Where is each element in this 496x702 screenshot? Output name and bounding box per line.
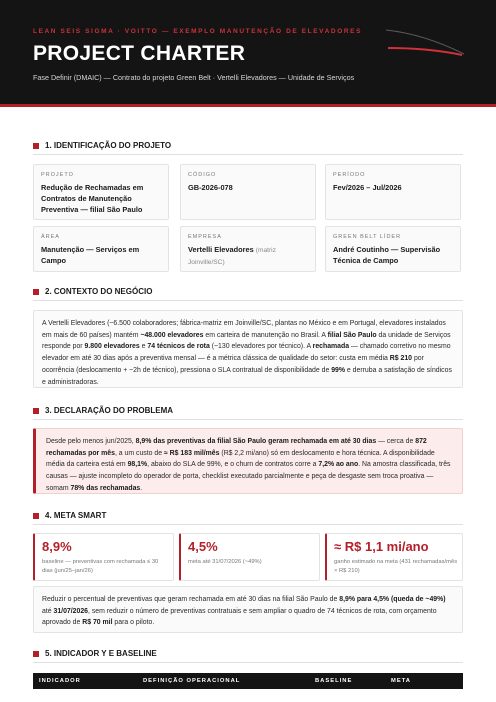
card-label: CÓDIGO	[188, 172, 217, 178]
card-label: PROJETO	[41, 172, 74, 178]
header-kicker: LEAN SEIS SIGMA · VOITTO — EXEMPLO MANUTENÇÃO DE ELEVADORES	[33, 28, 363, 35]
metric-meta	[179, 533, 320, 581]
section-marker	[33, 289, 39, 295]
section-heading-identificacao	[33, 141, 463, 155]
table-header-indicador: INDICADOR	[39, 678, 81, 684]
metric-desc: baseline — preventivas com rechamada ≤ 30 dias (jun/25–jan/26)	[42, 559, 159, 574]
table-header-meta: META	[391, 678, 411, 684]
metric-baseline	[33, 533, 174, 581]
section-title: 2. CONTEXTO DO NEGÓCIO	[45, 287, 153, 296]
card-projeto	[33, 164, 169, 220]
card-value	[188, 244, 312, 268]
card-lider	[325, 226, 461, 272]
card-label: PERÍODO	[333, 172, 366, 178]
section-title: 3. DECLARAÇÃO DO PROBLEMA	[45, 406, 174, 415]
empresa-note: (matriz Joinville/SC)	[188, 247, 276, 266]
problem-statement: Desde pelo menos jun/2025, 8,9% das preventivas da filial São Paulo geram rechamada em até 30 dias — cerca de 872 rechamadas por mês, a um custo de ≈ R$ 183 mil/mês (R$ 2,2 mi/ano) só em deslocamento e hora técnica. A disponibilidade média da carteira está em 98,1%, abaixo do SLA de 99%, e o churn de contratos corre a 7,2% ao ano. Na amostra classificada, três causas — ajuste incompleto do operador de porta, checklist executado parcialmente e peça de desgaste sem troca proativa — somam 78% das rechamadas.	[33, 428, 463, 494]
smart-statement: Reduzir o percentual de preventivas que geram rechamada em até 30 dias na filial São Paulo de 8,9% para 4,5% (queda de ~49%) até 31/07/2026, sem reduzir o número de preventivas contratuais e sem ampliar o quadro de 74 técnicos de rota, com orçamento aprovado de R$ 70 mil para o piloto.	[33, 586, 463, 633]
card-label: EMPRESA	[188, 234, 222, 240]
header-accent-bar	[0, 104, 496, 107]
card-codigo	[180, 164, 316, 220]
section-marker	[33, 651, 39, 657]
section-heading-meta	[33, 511, 463, 525]
table-header-baseline: BASELINE	[315, 678, 353, 684]
metric-desc: ganho estimado na meta (431 rechamadas/mês × R$ 210)	[334, 559, 458, 574]
section-marker	[33, 513, 39, 519]
card-value: Redução de Rechamadas em Contratos de Manutenção Preventiva — filial São Paulo	[41, 183, 144, 214]
swoosh-icon	[384, 28, 466, 62]
header-subtitle: Fase Definir (DMAIC) — Contrato do projeto Green Belt · Vertelli Elevadores — Unidade de Serviços	[33, 73, 355, 82]
card-value: Manutenção — Serviços em Campo	[41, 245, 140, 265]
metric-desc: meta até 31/07/2026 (~49%)	[188, 559, 262, 565]
metric-value: 8,9%	[42, 539, 72, 554]
card-value: GB-2026-078	[188, 183, 233, 192]
page-header	[0, 0, 496, 104]
section-divider	[33, 524, 463, 525]
metric-ganho	[325, 533, 463, 581]
card-area	[33, 226, 169, 272]
table-header-definicao: DEFINIÇÃO OPERACIONAL	[143, 678, 241, 684]
section-title: 5. INDICADOR Y E BASELINE	[45, 649, 157, 658]
card-value: Fev/2026 – Jul/2026	[333, 183, 402, 192]
section-heading-contexto	[33, 287, 463, 301]
section-marker	[33, 408, 39, 414]
card-value: André Coutinho — Supervisão Técnica de Campo	[333, 245, 441, 265]
context-text: A Vertelli Elevadores (~6.500 colaboradores; fábrica-matriz em Joinville/SC, plantas no México e em Portugal, elevadores instalados em mais de 60 países) mantém ~48.000 elevadores em carteira de manutenção no Brasil. A filial São Paulo da unidade de Serviços responde por 9.800 elevadores e 74 técnicos de rota (~130 elevadores por técnico). A rechamada — chamado corretivo no mesmo elevador em até 30 dias após a preventiva mensal — é a métrica clássica de qualidade do setor: custa em média R$ 210 por ocorrência (deslocamento + ~2h de técnico), pressiona o SLA contratual de disponibilidade de 99% e derruba a satisfação de síndicos e administradoras.	[33, 310, 463, 388]
section-title: 1. IDENTIFICAÇÃO DO PROJETO	[45, 141, 172, 150]
card-empresa	[180, 226, 316, 272]
empresa-name: Vertelli Elevadores	[188, 245, 254, 254]
card-label: ÁREA	[41, 234, 60, 240]
section-heading-problema	[33, 406, 463, 420]
section-divider	[33, 662, 463, 663]
card-periodo	[325, 164, 461, 220]
section-divider	[33, 419, 463, 420]
metric-value: 4,5%	[188, 539, 218, 554]
section-divider	[33, 300, 463, 301]
section-heading-indicador	[33, 649, 463, 663]
metric-value: ≈ R$ 1,1 mi/ano	[334, 539, 429, 554]
section-marker	[33, 143, 39, 149]
card-label: GREEN BELT LÍDER	[333, 234, 402, 240]
section-divider	[33, 154, 463, 155]
indicator-table-header	[33, 673, 463, 689]
page-title: PROJECT CHARTER	[33, 42, 246, 65]
section-title: 4. META SMART	[45, 511, 107, 520]
